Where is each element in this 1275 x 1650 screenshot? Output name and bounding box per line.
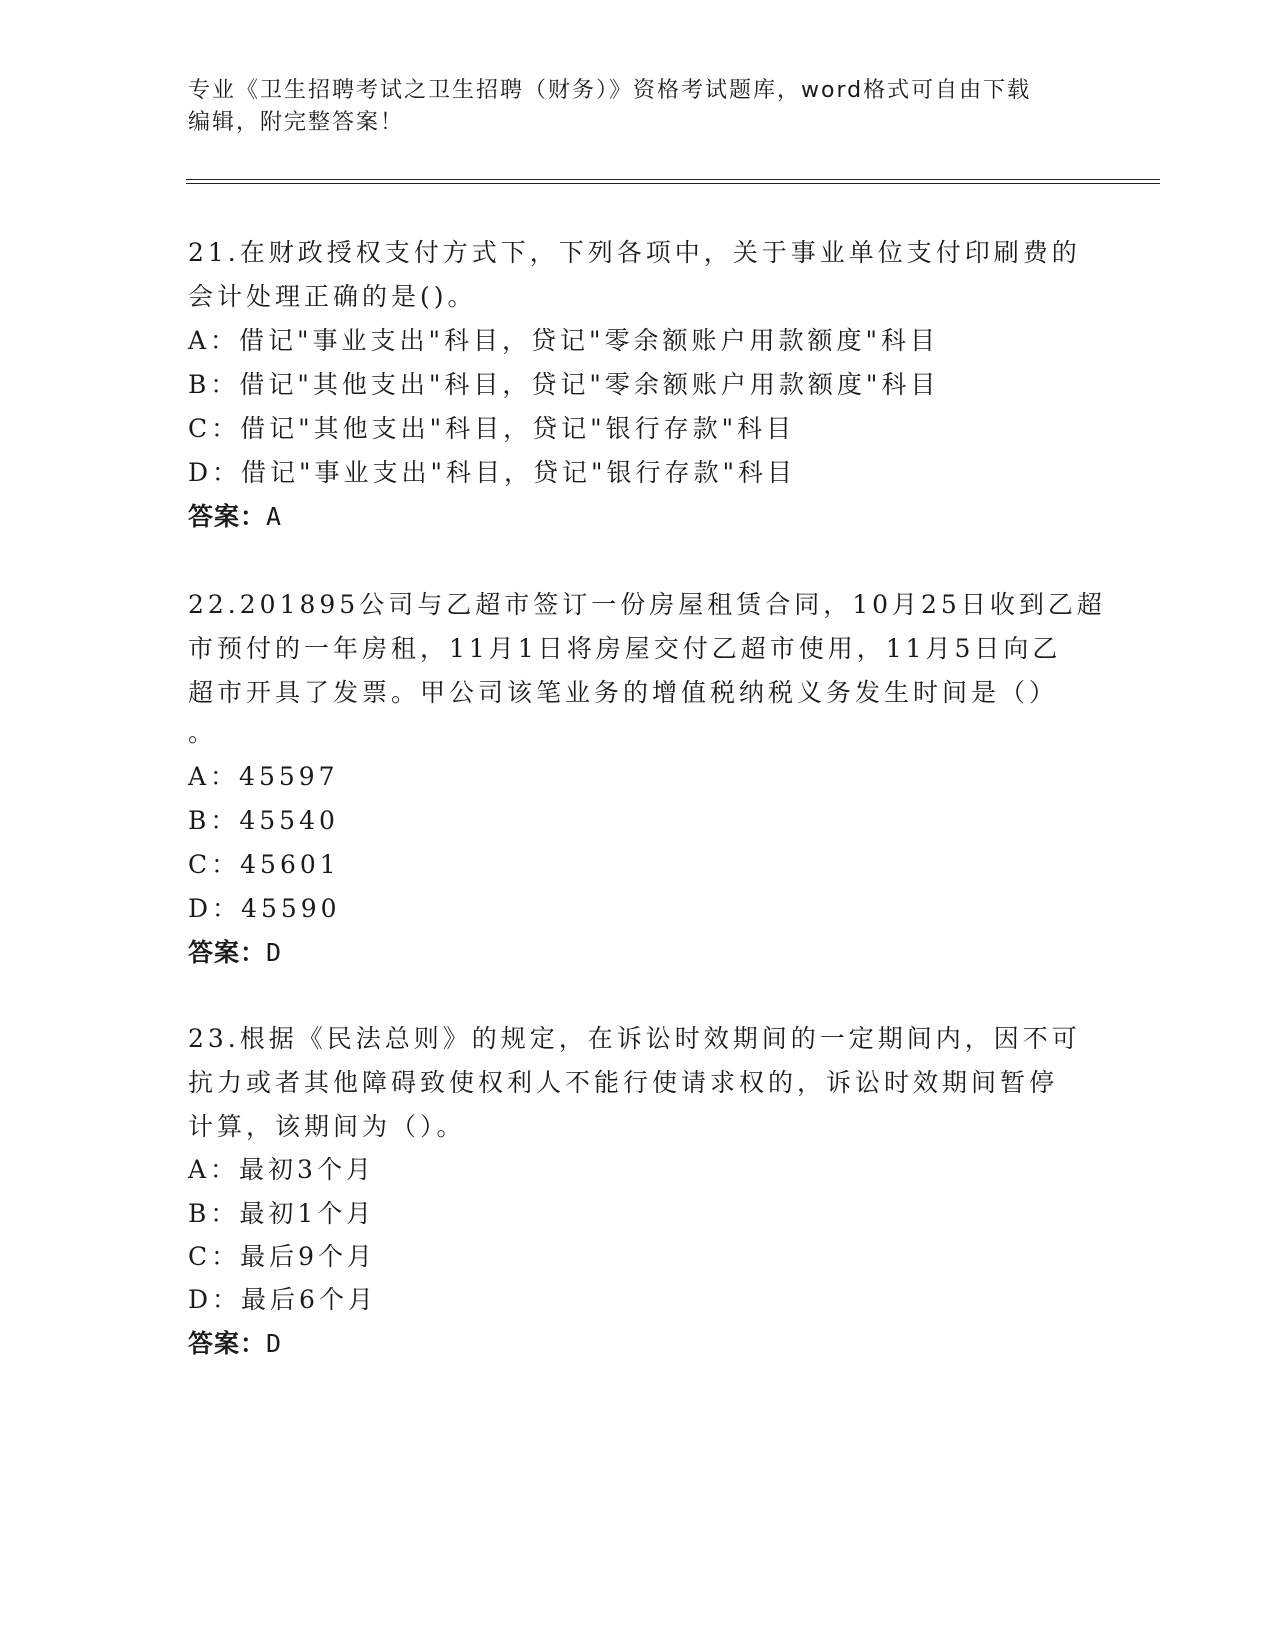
option-c: C：最后9个月 — [188, 1242, 377, 1271]
header-divider-top — [186, 179, 1160, 180]
answer-label: 答案： — [188, 938, 267, 967]
question-text-line: 超市开具了发票。甲公司该笔业务的增值税纳税义务发生时间是（） — [188, 678, 1059, 707]
option-a: A：45597 — [188, 762, 339, 791]
answer — [188, 500, 282, 534]
answer-label: 答案： — [188, 1329, 267, 1358]
question-text-line: 22.201895公司与乙超市签订一份房屋租赁合同，10月25日收到乙超 — [188, 590, 1106, 619]
option-c: C：45601 — [188, 850, 340, 879]
option-a: A：借记"事业支出"科目，贷记"零余额账户用款额度"科目 — [188, 326, 940, 355]
option-b: B：45540 — [188, 806, 339, 835]
answer-label: 答案： — [188, 502, 267, 531]
header-intro-line-2: 编辑，附完整答案！ — [188, 110, 405, 135]
question-text-line: 市预付的一年房租，11月1日将房屋交付乙超市使用，11月5日向乙 — [188, 634, 1062, 663]
option-d: D：45590 — [188, 894, 341, 923]
answer-value: D — [266, 1329, 283, 1358]
answer-value: D — [266, 938, 283, 967]
answer-value: A — [266, 502, 283, 531]
header-intro-line-1: 专业《卫生招聘考试之卫生招聘（财务）》资格考试题库，word格式可自由下载 — [188, 78, 1032, 103]
question-text-line: 23.根据《民法总则》的规定，在诉讼时效期间的一定期间内，因不可 — [188, 1024, 1081, 1053]
option-a: A：最初3个月 — [188, 1155, 375, 1184]
question-text-line: 会计处理正确的是()。 — [188, 282, 477, 311]
question-text-line: 21.在财政授权支付方式下，下列各项中，关于事业单位支付印刷费的 — [188, 238, 1081, 267]
option-b: B：借记"其他支出"科目，贷记"零余额账户用款额度"科目 — [188, 370, 940, 399]
question-text-line: 抗力或者其他障碍致使权利人不能行使请求权的，诉讼时效期间暂停 — [188, 1068, 1059, 1097]
answer — [188, 936, 282, 970]
option-c: C：借记"其他支出"科目，贷记"银行存款"科目 — [188, 414, 796, 443]
answer — [188, 1327, 282, 1361]
option-d: D：借记"事业支出"科目，贷记"银行存款"科目 — [188, 458, 797, 487]
question-text-line: 。 — [188, 718, 218, 747]
option-b: B：最初1个月 — [188, 1199, 376, 1228]
option-d: D：最后6个月 — [188, 1285, 377, 1314]
header-divider-bottom — [186, 183, 1160, 184]
question-text-line: 计算，该期间为（）。 — [188, 1112, 466, 1141]
